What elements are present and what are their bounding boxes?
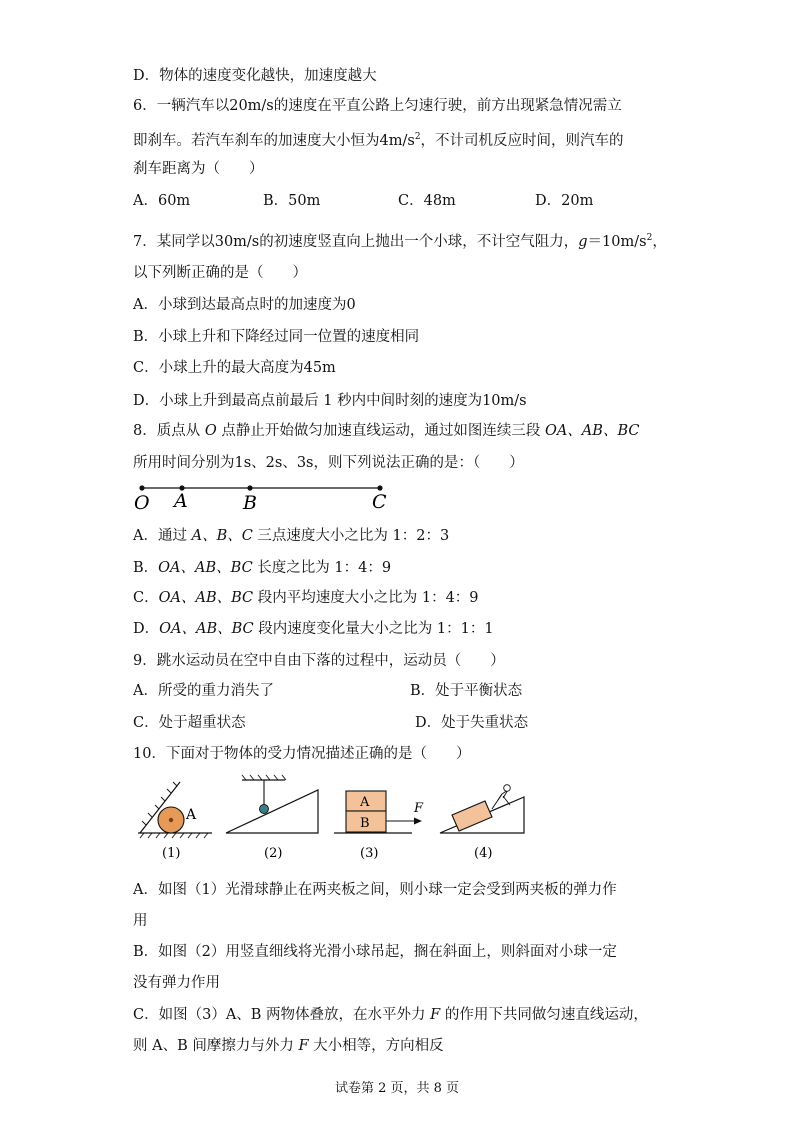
q8-label-o: O [134, 492, 150, 514]
q7-stem-line1-a: 7．某同学以30m/s的初速度竖直向上抛出一个小球，不计空气阻力， [133, 233, 579, 250]
q10-figure-2 [226, 775, 318, 861]
q10-fig4-figure-head [504, 785, 511, 792]
q8-stem-line1-b: 点静止开始做匀加速直线运动，通过如图连续三段 [216, 423, 545, 439]
q5-option-d: D．物体的速度变化越快，加速度越大 [133, 68, 377, 84]
q9-stem: 9．跳水运动员在空中自由下落的过程中，运动员（ ） [133, 653, 505, 669]
q6-stem-line2-b: ，不计司机反应时间，则汽车的 [420, 132, 624, 149]
q8-option-b-text-b: 长度之比为 1：4：9 [252, 560, 392, 576]
q8-segments: OA、AB、BC [544, 423, 640, 439]
q10-option-c-line1 [133, 1005, 648, 1025]
q8-option-a [133, 526, 449, 546]
q10-figure-4 [440, 785, 524, 861]
q9-option-d: D．处于失重状态 [415, 715, 529, 731]
q8-stem-line1 [133, 421, 639, 441]
q8-label-b: B [243, 492, 257, 514]
q8-option-d [133, 619, 494, 639]
q8-label-a: A [174, 490, 188, 512]
q8-point-o: O [204, 423, 217, 439]
q7-option-b: B．小球上升和下降经过同一位置的速度相同 [133, 329, 420, 345]
q10-option-c-text-c: 则 A、B 间摩擦力与外力 [133, 1038, 299, 1054]
q8-option-a-points: A、B、C [191, 528, 253, 544]
q10-fig3-force-label: F [414, 801, 424, 816]
q9-option-b: B．处于平衡状态 [410, 683, 523, 699]
q10-fig4-caption: (4) [474, 846, 493, 861]
q8-option-b-segments: OA、AB、BC [158, 560, 253, 576]
q10-option-c-text-a: C．如图（3）A、B 两物体叠放，在水平外力 [133, 1007, 431, 1023]
q8-point-c-dot [377, 485, 382, 490]
q8-option-c-segments: OA、AB、BC [158, 590, 254, 606]
q6-stem-line2 [133, 127, 624, 151]
q8-option-a-text-b: 三点速度大小之比为 1：2：3 [252, 528, 450, 544]
q8-label-c: C [372, 491, 387, 513]
q6-stem-line3: 刹车距离为（ ） [133, 161, 264, 177]
q10-fig3-label-a: A [360, 795, 370, 810]
q8-option-b-text-a: B． [133, 560, 159, 576]
q8-stem-line1-a: 8．质点从 [133, 423, 205, 439]
q8-line-figure [130, 478, 400, 514]
q6-option-a: A．60m [133, 193, 191, 209]
q8-option-b [133, 558, 391, 578]
q7-g-symbol: g [578, 233, 588, 250]
q10-figure-1 [138, 782, 212, 861]
q10-option-c-text-d: 大小相等，方向相反 [308, 1038, 444, 1054]
q7-stem-line1 [133, 228, 667, 252]
q10-option-b-line1: B．如图（2）用竖直细线将光滑小球吊起，搁在斜面上，则斜面对小球一定 [133, 944, 617, 960]
q8-point-o-dot [139, 485, 144, 490]
q10-figure-3 [334, 791, 424, 861]
q6-stem-line2-a: 即刹车。若汽车刹车的加速度大小恒为4m/s [133, 132, 415, 149]
q10-fig2-ball [260, 805, 269, 814]
q10-fig1-ball-center [169, 818, 173, 822]
q9-option-c: C．处于超重状态 [133, 715, 246, 731]
q8-option-d-text-b: 段内速度变化量大小之比为 1：1：1 [253, 621, 494, 637]
q8-option-d-text-a: D． [133, 621, 160, 637]
page-footer: 试卷第 2 页，共 8 页 [334, 1081, 460, 1096]
q6-stem-line1: 6．一辆汽车以20m/s的速度在平直公路上匀速行驶，前方出现紧急情况需立 [133, 98, 622, 114]
q6-superscript: 2 [414, 132, 421, 142]
q7-g-value: ＝10m/s [587, 233, 647, 250]
q10-fig2-caption: (2) [264, 846, 283, 861]
q10-fig3-caption: (3) [360, 846, 379, 861]
q8-option-c-text-b: 段内平均速度大小之比为 1：4：9 [253, 590, 479, 606]
q10-option-c-line2 [133, 1036, 444, 1056]
q7-stem-line2: 以下列断正确的是（ ） [133, 265, 307, 281]
q10-option-c-text-b: 的作用下共同做匀速直线运动， [440, 1007, 648, 1023]
q8-stem-line2: 所用时间分别为1s、2s、3s，则下列说法正确的是：（ ） [133, 455, 524, 471]
q6-option-d: D．20m [535, 193, 594, 209]
q8-option-d-segments: OA、AB、BC [159, 621, 254, 637]
q6-option-c: C．48m [398, 193, 456, 209]
q10-option-a-line1: A．如图（1）光滑球静止在两夹板之间，则小球一定会受到两夹板的弹力作 [133, 882, 617, 898]
q8-option-a-text-a: A．通过 [133, 528, 192, 544]
q10-option-a-line2: 用 [133, 913, 148, 929]
q10-fig3-label-b: B [360, 816, 370, 831]
q8-point-b-dot [247, 485, 252, 490]
q10-option-c-force-1: F [430, 1007, 441, 1023]
q7-option-d: D．小球上升到最高点前最后 1 秒内中间时刻的速度为10m/s [133, 393, 527, 409]
q9-option-a: A．所受的重力消失了 [133, 683, 274, 699]
q8-option-c [133, 588, 479, 608]
q7-stem-line1-c: ， [652, 233, 667, 250]
q10-fig1-caption: (1) [162, 846, 181, 861]
q10-option-c-force-2: F [298, 1038, 309, 1054]
q10-figures [130, 772, 550, 864]
q7-superscript: 2 [646, 233, 653, 243]
q10-option-b-line2: 没有弹力作用 [133, 975, 220, 991]
q8-option-c-text-a: C． [133, 590, 159, 606]
q10-fig1-label: A [186, 807, 197, 823]
q7-option-a: A．小球到达最高点时的加速度为0 [133, 297, 356, 313]
q6-option-b: B．50m [263, 193, 321, 209]
q10-stem: 10．下面对于物体的受力情况描述正确的是（ ） [133, 746, 471, 762]
q7-option-c: C．小球上升的最大高度为45m [133, 360, 336, 376]
